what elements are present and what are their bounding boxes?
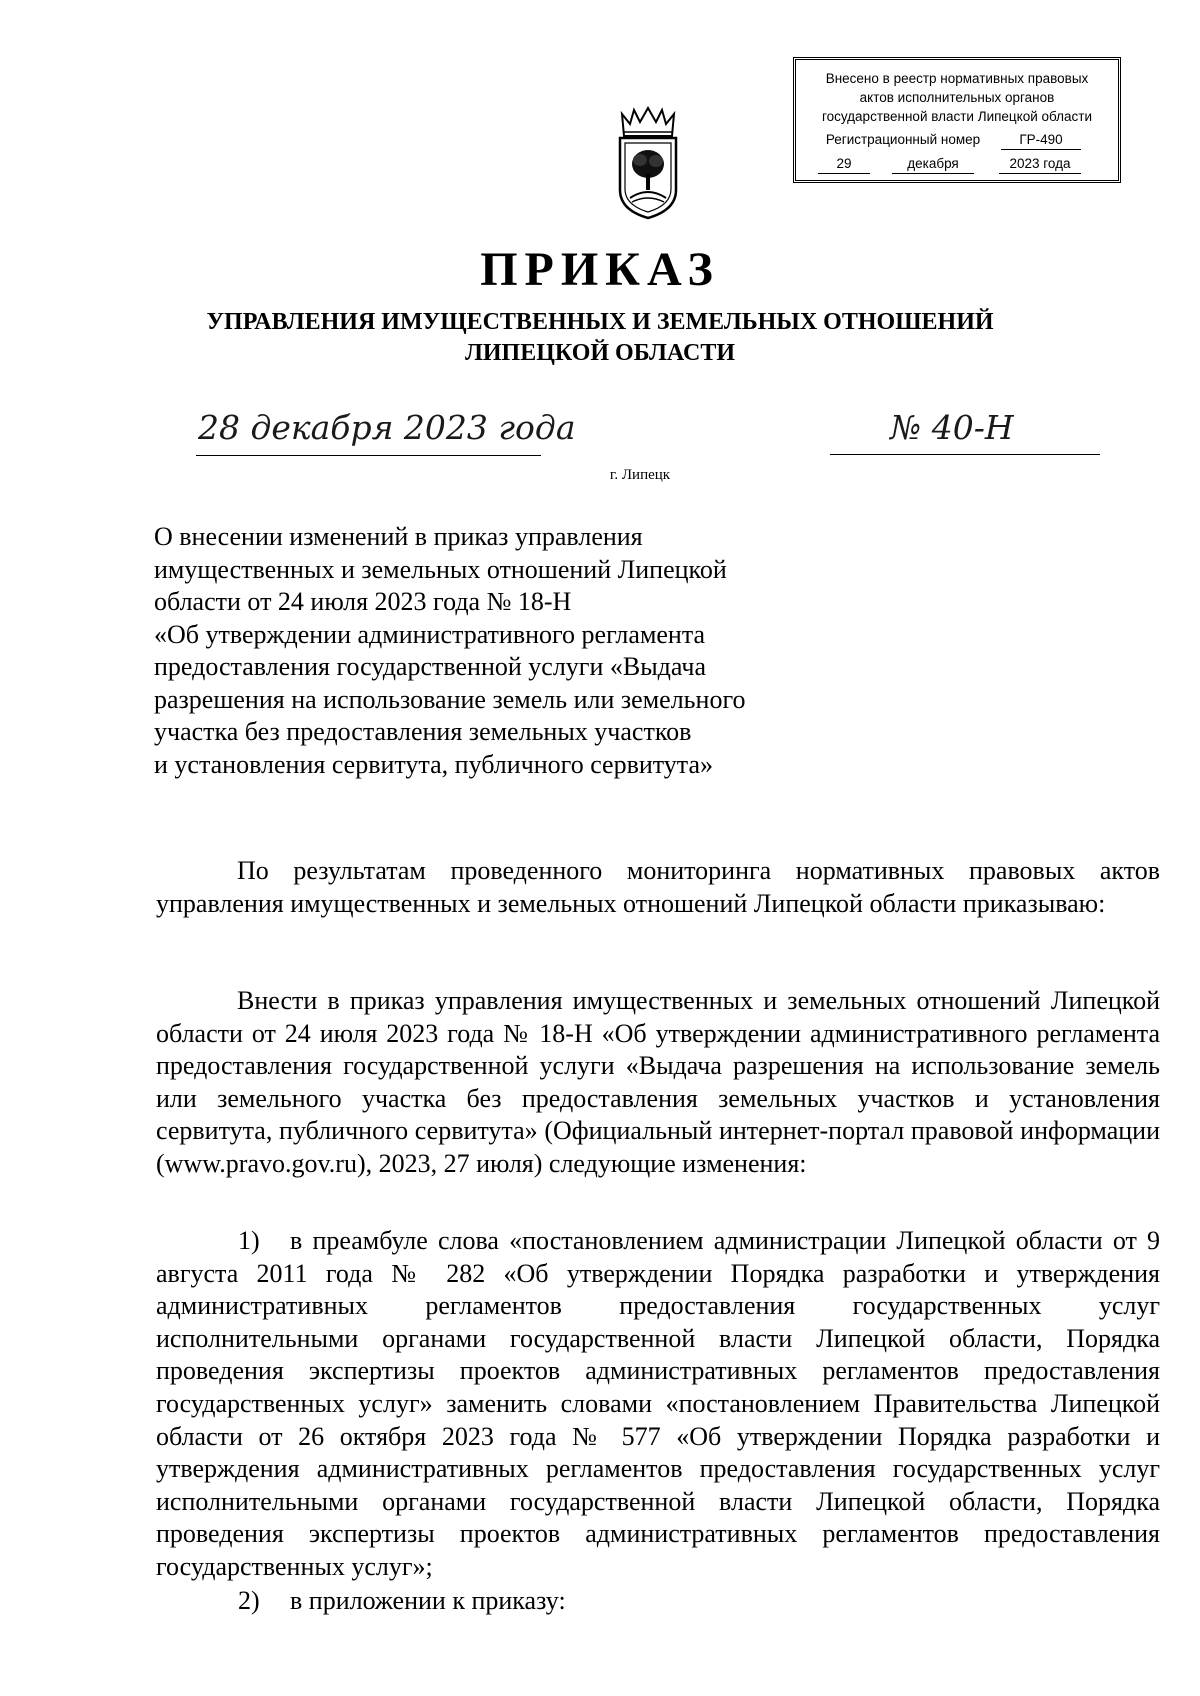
number-underline: [830, 454, 1100, 455]
stamp-line-1: Внесено в реестр нормативных правовых: [825, 71, 1089, 86]
list-item: [156, 1585, 1160, 1618]
list-item-text: в преамбуле слова «постановлением администрации Липецкой области от 9 августа 2011 года № 282 «Об утверждении Порядка разработки и утверждения административных регламентов предоставления государственных услуг исполнительными органами государственной власти Липецкой области, Порядка проведения экспертизы проектов административных регламентов предоставления государственных услуг» заменить словами «постановлением Правительства Липецкой области от 26 октября 2023 года № 577 «Об утверждении Порядка разработки и утверждения административных регламентов предоставления государственных услуг исполнительными органами государственной власти Липецкой области, Порядка проведения экспертизы проектов административных регламентов предоставления государственных услуг»;: [156, 1226, 1160, 1581]
subject-line: предоставления государственной услуги «Выдача: [154, 652, 707, 681]
document-title: ПРИКАЗ: [480, 243, 720, 296]
registry-stamp: [793, 57, 1121, 183]
issuing-authority-line-1: УПРАВЛЕНИЯ ИМУЩЕСТВЕННЫХ И ЗЕМЕЛЬНЫХ ОТНОШЕНИЙ: [206, 309, 994, 335]
preamble-paragraph: По результатам проведенного мониторинга нормативных правовых актов управления имущественных и земельных отношений Липецкой области приказываю:: [156, 856, 1160, 918]
subject-line: О внесении изменений в приказ управления: [154, 522, 643, 551]
list-item-number: 2): [238, 1586, 260, 1615]
subject-line: имущественных и земельных отношений Липецкой: [154, 554, 727, 584]
stamp-reg-label: Регистрационный номер: [825, 132, 981, 147]
stamp-line-3: государственной власти Липецкой области: [821, 109, 1093, 124]
stamp-year: 2023 года: [999, 154, 1081, 174]
list-item-text: в приложении к приказу:: [290, 1586, 566, 1615]
stamp-date-row: [796, 154, 1118, 174]
subject-line: области от 24 июля 2023 года № 18-Н: [154, 587, 572, 616]
stamp-reg-number: ГР-490: [1001, 130, 1081, 150]
city-label: г. Липецк: [609, 467, 671, 483]
stamp-day: 29: [818, 154, 870, 174]
stamp-registration-row: [796, 130, 1118, 150]
stamp-line-2: актов исполнительных органов: [859, 90, 1055, 105]
issuing-authority: [0, 307, 1200, 369]
subject-line: и установления сервитута, публичного сервитута»: [154, 749, 714, 779]
subject-line: разрешения на использование земель или земельного: [154, 684, 746, 714]
lipetsk-coat-of-arms-icon: [610, 106, 686, 222]
list-item: [156, 1225, 1160, 1584]
handwritten-number: № 40-Н: [890, 408, 1014, 447]
issuing-authority-line-2: ЛИПЕЦКОЙ ОБЛАСТИ: [465, 340, 735, 366]
subject-line: «Об утверждении административного регламента: [154, 619, 706, 649]
date-underline: [196, 455, 541, 456]
order-subject: [154, 521, 854, 781]
list-item-number: 1): [238, 1226, 260, 1255]
handwritten-date: 28 декабря 2023 года: [198, 408, 576, 447]
stamp-month: декабря: [892, 154, 974, 174]
subject-line: участка без предоставления земельных участков: [154, 717, 692, 746]
main-paragraph: Внести в приказ управления имущественных и земельных отношений Липецкой области от 24 июля 2023 года № 18-Н «Об утверждении административного регламента предоставления государственной услуги «Выдача разрешения на использование земель или земельного участка без предоставления земельных участков и установления сервитута, публичного сервитута» (Официальный интернет-портал правовой информации (www.pravo.gov.ru), 2023, 27 июля) следующие изменения:: [156, 986, 1160, 1178]
